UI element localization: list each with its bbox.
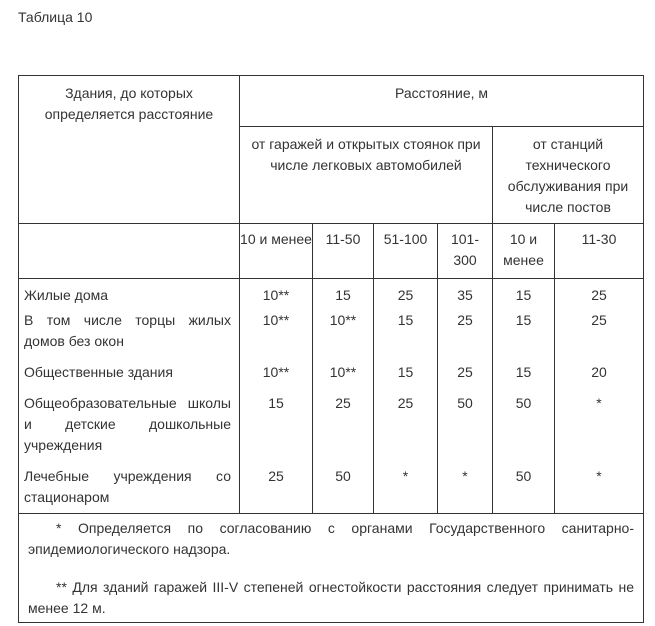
table-cell: 15 bbox=[240, 393, 313, 466]
table-cell: 50 bbox=[438, 393, 493, 466]
table-cell: 50 bbox=[493, 466, 555, 514]
table-row bbox=[19, 362, 644, 393]
subheader-cell: 10 и менее bbox=[240, 224, 313, 279]
table-cell: 25 bbox=[313, 393, 374, 466]
subheader-cell: 11-50 bbox=[313, 224, 374, 279]
subheader-empty bbox=[19, 224, 240, 279]
table-cell: 25 bbox=[374, 279, 438, 310]
table-cell: 15 bbox=[493, 279, 555, 310]
table-cell: 15 bbox=[313, 279, 374, 310]
table-row bbox=[19, 310, 644, 362]
table-cell: 10** bbox=[240, 362, 313, 393]
footnotes bbox=[19, 514, 644, 623]
table-cell: 10** bbox=[240, 279, 313, 310]
table-cell: 50 bbox=[313, 466, 374, 514]
row-label: Общеобразовательные школы и детские дошкольные учреждения bbox=[19, 393, 240, 466]
table-cell: 20 bbox=[555, 362, 644, 393]
table-cell: 10** bbox=[240, 310, 313, 362]
subheader-cell: 11-30 bbox=[555, 224, 644, 279]
table-cell: * bbox=[555, 393, 644, 466]
header-stations: от станций технического обслуживания при числе постов bbox=[493, 127, 644, 224]
footnote-row bbox=[19, 514, 644, 623]
table-cell: 25 bbox=[374, 393, 438, 466]
table-cell: 25 bbox=[438, 362, 493, 393]
table-row bbox=[19, 393, 644, 466]
table-row bbox=[19, 279, 644, 310]
table-cell: 15 bbox=[374, 310, 438, 362]
subheader-cell: 10 и менее bbox=[493, 224, 555, 279]
table-cell: 25 bbox=[555, 279, 644, 310]
table-cell: 10** bbox=[313, 362, 374, 393]
table-cell: 50 bbox=[493, 393, 555, 466]
table-cell: 15 bbox=[493, 310, 555, 362]
table-cell: * bbox=[374, 466, 438, 514]
subheader-cell: 101-300 bbox=[438, 224, 493, 279]
distance-table bbox=[18, 75, 644, 623]
header-garages: от гаражей и открытых стоянок при числе легковых автомобилей bbox=[240, 127, 493, 224]
table-caption: Таблица 10 bbox=[18, 9, 93, 25]
subheader-cell: 51-100 bbox=[374, 224, 438, 279]
table-cell: 15 bbox=[493, 362, 555, 393]
table-cell: 35 bbox=[438, 279, 493, 310]
footnote: * Определяется по согласованию с органами Государственного санитарно-эпидемиологического надзора. bbox=[28, 520, 634, 557]
row-label: Жилые дома bbox=[19, 279, 240, 310]
footnote: ** Для зданий гаражей III-V степеней огнестойкости расстояния следует принимать не менее 12 м. bbox=[28, 579, 634, 616]
table-cell: 25 bbox=[438, 310, 493, 362]
table-cell: 25 bbox=[240, 466, 313, 514]
table-cell: 15 bbox=[374, 362, 438, 393]
table-cell: 25 bbox=[555, 310, 644, 362]
header-building: Здания, до которых определяется расстояние bbox=[19, 76, 240, 224]
row-label: Лечебные учреждения со стационаром bbox=[19, 466, 240, 514]
header-distance: Расстояние, м bbox=[240, 76, 644, 127]
row-label: Общественные здания bbox=[19, 362, 240, 393]
row-label: В том числе торцы жилых домов без окон bbox=[19, 310, 240, 362]
table-cell: * bbox=[555, 466, 644, 514]
table-cell: 10** bbox=[313, 310, 374, 362]
table-cell: * bbox=[438, 466, 493, 514]
table-row bbox=[19, 466, 644, 514]
